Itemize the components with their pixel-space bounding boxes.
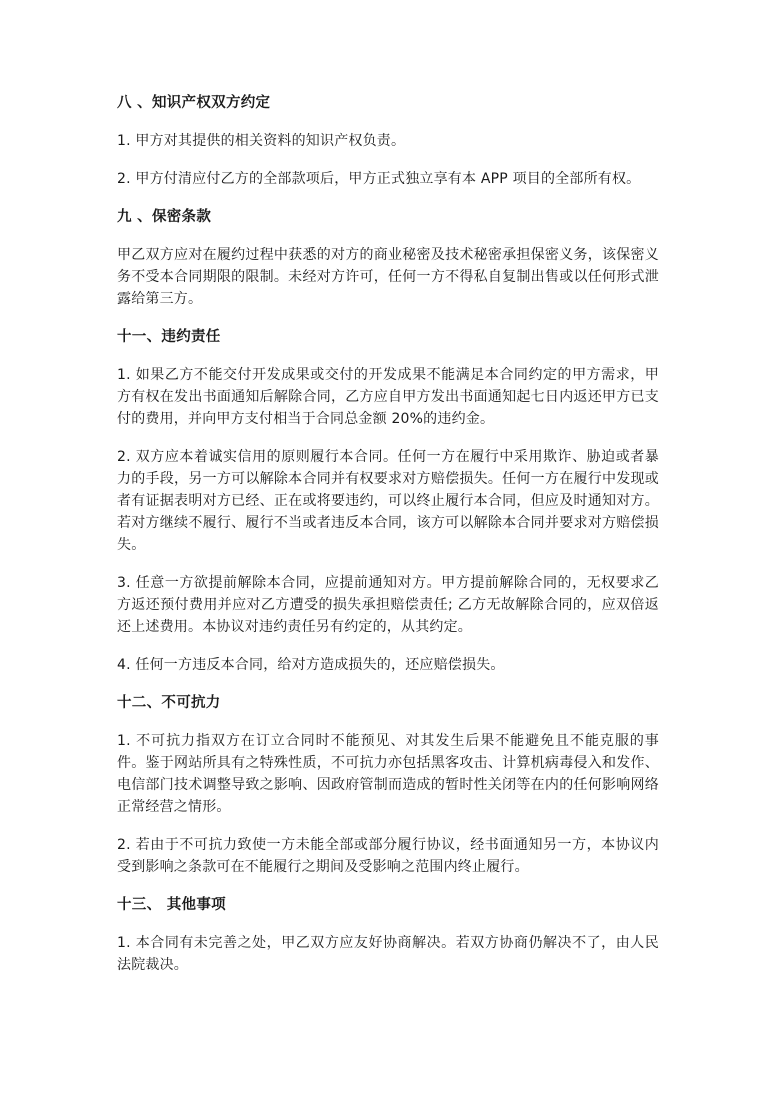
section-heading-ip: 八 、知识产权双方约定	[117, 95, 271, 111]
section-heading-force-majeure: 十二、不可抗力	[117, 695, 221, 711]
clause-force-majeure-2: 2. 若由于不可抗力致使一方未能全部或部分履行协议，经书面通知另一方，本协议内受到影响之条款可在不能履行之期间及受影响之范围内终止履行。	[117, 837, 659, 875]
clause-other-1: 1. 本合同有未完善之处，甲乙双方应友好协商解决。若双方协商仍解决不了，由人民法院裁决。	[117, 935, 659, 973]
clause-ip-2: 2. 甲方付清应付乙方的全部款项后，甲方正式独立享有本 APP 项目的全部所有权。	[117, 171, 641, 187]
clause-liability-2: 2. 双方应本着诚实信用的原则履行本合同。任何一方在履行中采用欺诈、胁迫或者暴力的手段，另一方可以解除本合同并有权要求对方赔偿损失。任何一方在履行中发现或者有证据表明对方已经、正在或将要违约，可以终止履行本合同，但应及时通知对方。若对方继续不履行、履行不当或者违反本合同，该方可以解除本合同并要求对方赔偿损失。	[117, 449, 659, 553]
clause-liability-4: 4. 任何一方违反本合同，给对方造成损失的，还应赔偿损失。	[117, 657, 505, 673]
clause-liability-1: 1. 如果乙方不能交付开发成果或交付的开发成果不能满足本合同约定的甲方需求，甲方有权在发出书面通知后解除合同，乙方应自甲方发出书面通知起七日内返还甲方已支付的费用，并向甲方支付相当于合同总金额 20%的违约金。	[117, 367, 659, 427]
clause-liability-3: 3. 任意一方欲提前解除本合同，应提前通知对方。甲方提前解除合同的，无权要求乙方返还预付费用并应对乙方遭受的损失承担赔偿责任; 乙方无故解除合同的，应双倍返还上述费用。本协议对违约责任另有约定的，从其约定。	[117, 575, 659, 635]
section-heading-confidentiality: 九 、保密条款	[117, 209, 212, 225]
section-heading-other-matters: 十三、 其他事项	[117, 897, 226, 913]
document-page	[117, 92, 659, 992]
clause-confidentiality: 甲乙双方应对在履约过程中获悉的对方的商业秘密及技术秘密承担保密义务，该保密义务不受本合同期限的限制。未经对方许可，任何一方不得私自复制出售或以任何形式泄露给第三方。	[117, 247, 659, 307]
clause-ip-1: 1. 甲方对其提供的相关资料的知识产权负责。	[117, 133, 406, 149]
section-heading-liability: 十一、违约责任	[117, 329, 221, 345]
clause-force-majeure-1: 1. 不可抗力指双方在订立合同时不能预见、对其发生后果不能避免且不能克服的事件。鉴于网站所具有之特殊性质，不可抗力亦包括黑客攻击、计算机病毒侵入和发作、电信部门技术调整导致之影响、因政府管制而造成的暂时性关闭等在内的任何影响网络正常经营之情形。	[117, 733, 659, 815]
